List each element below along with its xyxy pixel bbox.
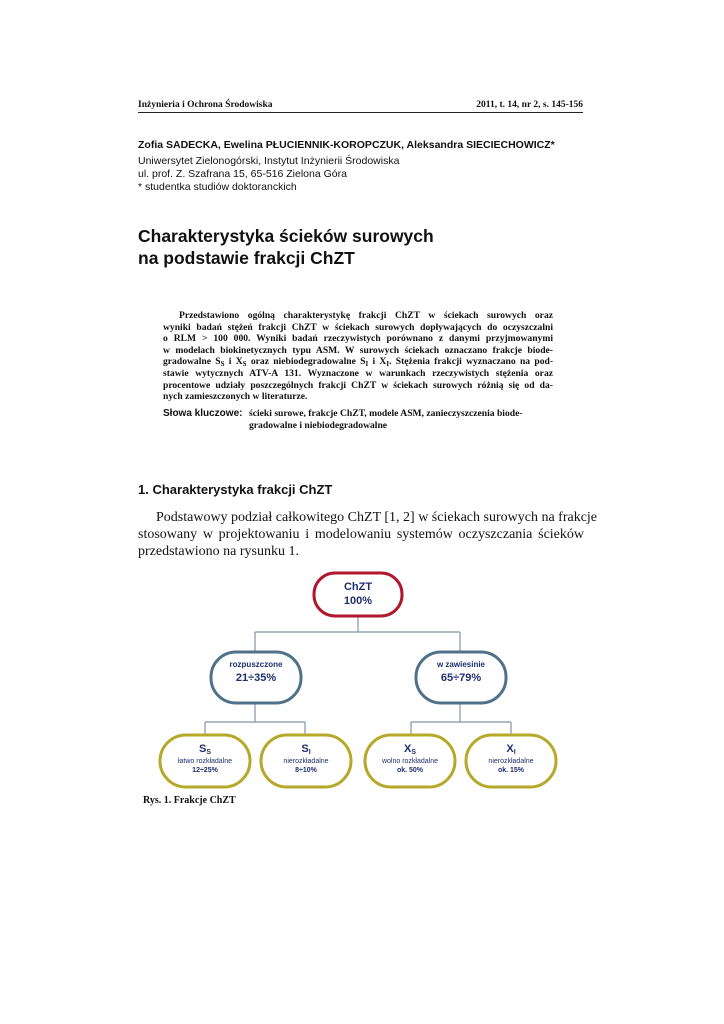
keywords-line: ścieki surowe, frakcje ChZT, modele ASM, zanieczyszczenia biode- — [249, 408, 523, 419]
node-dissolved-value: 21÷35% — [235, 672, 277, 684]
journal-name: Inżynieria i Ochrona Środowiska — [138, 100, 273, 110]
keywords-line: gradowalne i niebiodegradowalne — [249, 420, 388, 431]
node-si-symbol: SI — [301, 743, 311, 756]
abstract-line: gradowalne $S_S$ i $X_S$ oraz niebiodegradowalne $S_I$ i $X_I$. Stężenia frakcji wyznaczano na pod- — [163, 356, 554, 369]
abstract-line: procentowe udziały poszczególnych frakcji ChZT w ściekach surowych różnią się od da- — [163, 379, 553, 391]
node-xs-desc: wolno rozkładalne — [381, 758, 439, 765]
paper-title-line-1: Charakterystyka ścieków surowych — [138, 226, 434, 246]
node-si-value: 8÷10% — [295, 767, 317, 774]
node-xi-value: ok. 15% — [497, 767, 525, 774]
abstract-line: wyniki badań stężeń frakcji ChZT w ściekach surowych dopływających do oczyszczalni — [163, 321, 553, 333]
node-xi-desc: nierozkładalne — [488, 758, 534, 765]
node-xi-symbol: XI — [506, 743, 516, 756]
node-chzt-label: ChZT — [343, 581, 373, 593]
affiliation-line: Uniwersytet Zielonogórski, Instytut Inżynierii Środowiska — [138, 155, 400, 167]
abstract-line: nych zamieszczonych w literaturze. — [163, 391, 308, 403]
abstract-line: o RLM > 100 000. Wyniki badań rzeczywistych porównano z danymi przyjmowanymi — [163, 333, 553, 345]
node-xs-value: ok. 50% — [396, 767, 424, 774]
node-si-desc: nierozkładalne — [283, 758, 329, 765]
authors: Zofia SADECKA, Ewelina PŁUCIENNIK-KOROPCZUK, Aleksandra SIECIECHOWICZ* — [138, 139, 555, 151]
node-dissolved-label: rozpuszczone — [229, 660, 283, 669]
affiliation-line: ul. prof. Z. Szafrana 15, 65-516 Zielona Góra — [138, 168, 347, 180]
paragraph-line: przedstawiono na rysunku 1. — [138, 544, 299, 559]
figure-caption: Rys. 1. Frakcje ChZT — [143, 795, 236, 806]
node-suspended-value: 65÷79% — [440, 672, 482, 684]
node-ss-value: 12÷25% — [192, 767, 218, 774]
node-ss-desc: łatwo rozkładalne — [177, 758, 233, 765]
node-ss-symbol: SS — [198, 743, 212, 756]
paragraph-line: Podstawowy podział całkowitego ChZT [1, 2] w ściekach surowych na frakcje — [156, 510, 598, 525]
paragraph-line: stosowany w projektowaniu i modelowaniu systemów oczyszczania ścieków — [138, 527, 584, 542]
keywords-label: Słowa kluczowe: — [163, 408, 243, 419]
paper-title-line-2: na podstawie frakcji ChZT — [138, 248, 355, 268]
affiliation-line: * studentka studiów doktoranckich — [138, 181, 297, 193]
node-chzt-value: 100% — [343, 595, 373, 607]
node-xs-symbol: XS — [403, 743, 417, 756]
abstract-line: w modelach biokinetycznych typu ASM. W surowych ściekach oznaczano frakcje biode- — [163, 344, 553, 356]
abstract-line: Przedstawiono ogólną charakterystykę frakcji ChZT w ściekach surowych oraz — [179, 310, 553, 321]
section-heading: 1. Charakterystyka frakcji ChZT — [138, 482, 333, 497]
abstract-line: stawie wytycznych ATV-A 131. Wyznaczone w warunkach rzeczywistych stężenia oraz — [163, 367, 553, 379]
citation: 2011, t. 14, nr 2, s. 145-156 — [476, 100, 583, 110]
node-suspended-label: w zawiesinie — [436, 660, 486, 669]
